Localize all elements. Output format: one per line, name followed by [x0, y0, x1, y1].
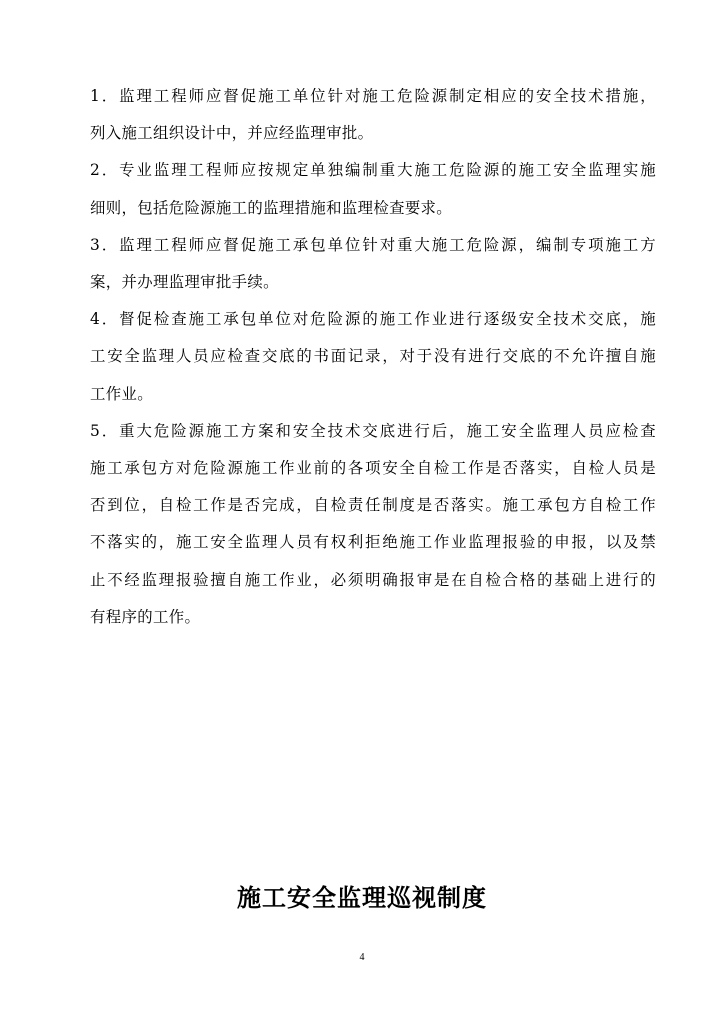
paragraph-3 [90, 227, 656, 301]
paragraph-line: 2．专业监理工程师应按规定单独编制重大施工危险源的施工安全监理实施 [90, 161, 656, 180]
paragraph-line: 止不经监理报验擅自施工作业，必须明确报审是在自检合格的基础上进行的 [90, 570, 656, 589]
paragraph-line: 案，并办理监理审批手续。 [90, 273, 279, 292]
paragraph-4 [90, 301, 656, 413]
paragraph-line: 细则，包括危险源施工的监理措施和监理检查要求。 [90, 198, 453, 217]
paragraph-line: 施工承包方对危险源施工作业前的各项安全自检工作是否落实，自检人员是 [90, 459, 656, 478]
paragraph-line: 工安全监理人员应检查交底的书面记录，对于没有进行交底的不允许擅自施 [90, 347, 656, 366]
paragraph-line: 4．督促检查施工承包单位对危险源的施工作业进行逐级安全技术交底，施 [90, 310, 656, 329]
paragraph-line: 工作业。 [90, 384, 153, 403]
paragraph-line: 不落实的，施工安全监理人员有权利拒绝施工作业监理报验的申报，以及禁 [90, 533, 656, 552]
paragraph-line: 3．监理工程师应督促施工承包单位针对重大施工危险源，编制专项施工方 [90, 235, 656, 254]
paragraph-line: 有程序的工作。 [90, 607, 201, 626]
paragraph-line: 5．重大危险源施工方案和安全技术交底进行后，施工安全监理人员应检查 [90, 421, 656, 440]
paragraph-line: 否到位，自检工作是否完成，自检责任制度是否落实。施工承包方自检工作 [90, 496, 656, 515]
page-number: 4 [359, 952, 365, 963]
paragraph-2 [90, 152, 656, 226]
paragraph-line: 列入施工组织设计中，并应经监理审批。 [90, 124, 374, 143]
paragraph-line: 1．监理工程师应督促施工单位针对施工危险源制定相应的安全技术措施， [90, 87, 656, 105]
document-body [90, 78, 656, 636]
section-title: 施工安全监理巡视制度 [237, 884, 487, 912]
paragraph-1 [90, 78, 656, 152]
paragraph-5 [90, 413, 656, 636]
